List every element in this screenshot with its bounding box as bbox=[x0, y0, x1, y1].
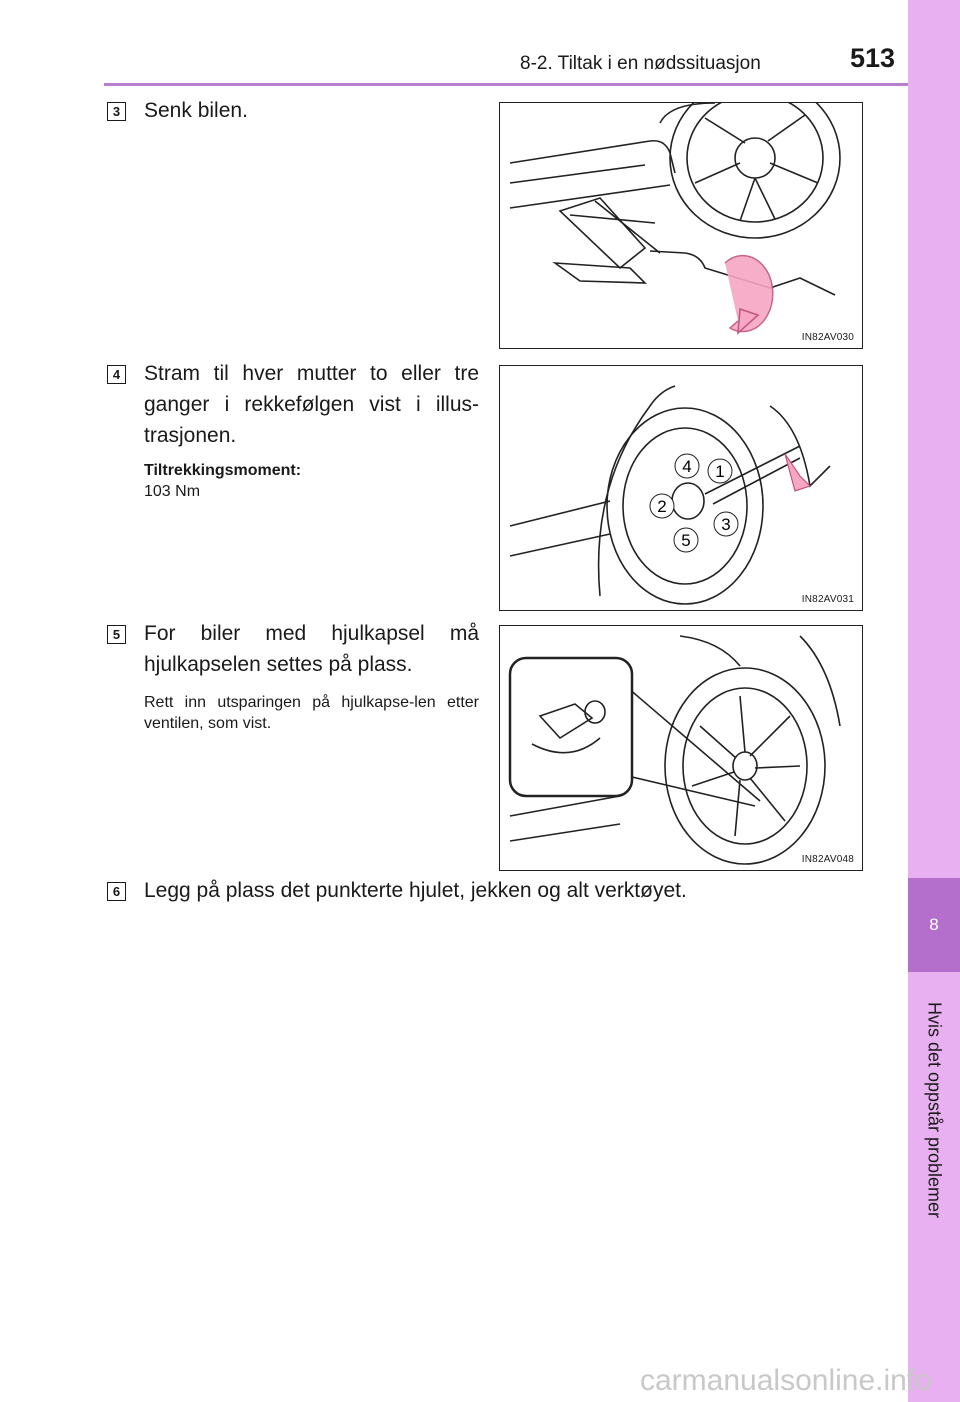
torque-label: Tiltrekkingsmoment: bbox=[144, 462, 302, 479]
header-rule bbox=[104, 83, 908, 86]
figure-code: IN82AV048 bbox=[801, 854, 854, 865]
step-number-4: 4 bbox=[107, 365, 126, 384]
chapter-number: 8 bbox=[908, 878, 960, 972]
watermark: carmanualsonline.info bbox=[640, 1364, 932, 1397]
valve-detail-callout bbox=[510, 658, 632, 796]
figure-code: IN82AV030 bbox=[801, 332, 854, 343]
step-number-6: 6 bbox=[107, 882, 126, 901]
nut-label-1: 1 bbox=[715, 462, 725, 481]
page-number: 513 bbox=[849, 43, 895, 73]
nut-label-4: 4 bbox=[682, 457, 692, 476]
figure-hubcap bbox=[499, 625, 863, 871]
step-number-3: 3 bbox=[107, 102, 126, 121]
nut-sequence bbox=[650, 454, 738, 552]
step-4-text: Stram til hver mutter to eller tre ganger i rekkefølgen vist i illus-trasjonen. bbox=[144, 362, 479, 447]
step-6-text: Legg på plass det punkterte hjulet, jekken og alt verktøyet. bbox=[144, 879, 687, 902]
figure-code: IN82AV031 bbox=[801, 594, 854, 605]
nut-label-3: 3 bbox=[721, 515, 731, 534]
step-5-text: For biler med hjulkapsel må hjulkapselen settes på plass. bbox=[144, 622, 479, 676]
jack-illustration bbox=[500, 103, 862, 348]
step-5-note: Rett inn utsparingen på hjulkapse-len etter ventilen, som vist. bbox=[144, 694, 479, 732]
nut-label-2: 2 bbox=[657, 497, 667, 516]
figure-tighten-nuts bbox=[499, 365, 863, 611]
torque-value: 103 Nm bbox=[144, 483, 201, 500]
figure-lower-jack bbox=[499, 102, 863, 349]
step-3-text: Senk bilen. bbox=[144, 99, 248, 122]
section-title: 8-2. Tiltak i en nødssituasjon bbox=[520, 53, 761, 74]
step-4-note bbox=[144, 460, 479, 502]
nut-label-5: 5 bbox=[681, 531, 691, 550]
chapter-title: Hvis det oppstår problemer bbox=[924, 1001, 945, 1219]
step-number-5: 5 bbox=[107, 625, 126, 644]
